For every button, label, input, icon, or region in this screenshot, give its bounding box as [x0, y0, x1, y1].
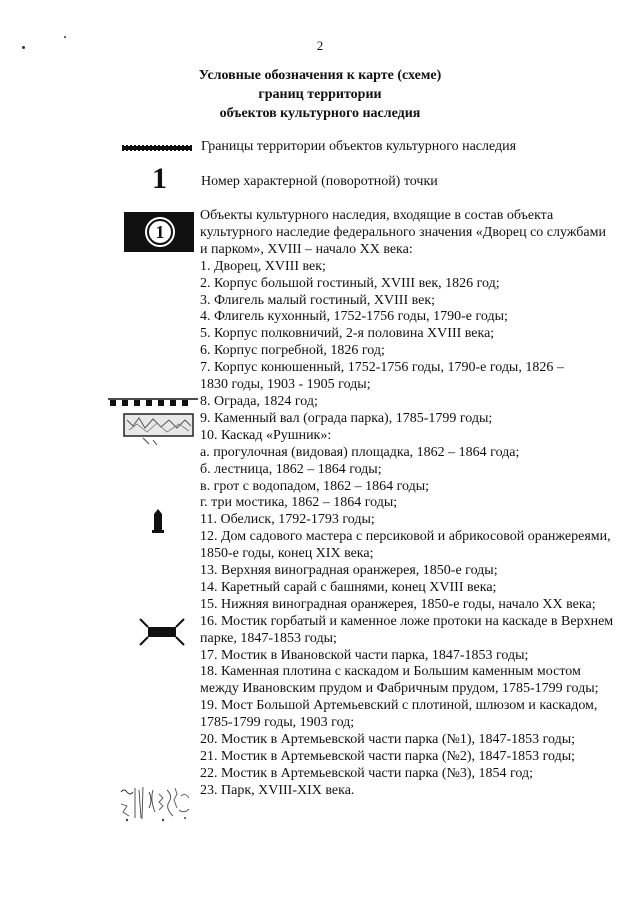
title-line: Условные обозначения к карте (схеме) — [198, 68, 442, 83]
bridge-icon — [138, 616, 186, 648]
fence-icon — [108, 397, 200, 409]
list-item: 23. Парк, XVIII-XIX века. — [200, 782, 355, 798]
list-item: 6. Корпус погребной, 1826 год; — [200, 343, 385, 359]
title-line: объектов культурного наследия — [219, 106, 421, 121]
list-item: 20. Мостик в Артемьевской части парка (№1), 1847-1853 годы; — [200, 732, 576, 748]
list-item: 3. Флигель малый гостиный, XVIII век; — [200, 292, 436, 308]
list-item: 1830 годы, 1903 - 1905 годы; — [200, 377, 371, 393]
objects-intro-line: и парком», XVIII – начало XX века: — [200, 241, 413, 257]
list-item: 19. Мост Большой Артемьевский с плотиной, шлюзом и каскадом, — [200, 698, 598, 714]
list-item: 2. Корпус большой гостиный, XVIII век, 1826 год; — [200, 275, 500, 291]
list-item: 1. Дворец, XVIII век; — [200, 258, 326, 274]
object-badge-number: 1 — [147, 219, 173, 245]
park-icon — [115, 784, 193, 826]
boundary-line-icon — [122, 143, 194, 153]
list-item: 1785-1799 годы, 1903 год; — [200, 715, 355, 731]
list-item: 5. Корпус полковничий, 2-я половина XVIII века; — [200, 326, 495, 342]
list-item: 18. Каменная плотина с каскадом и Большим каменным мостом — [200, 664, 581, 680]
list-item: парке, 1847-1853 годы; — [200, 630, 337, 646]
objects-intro-line: Объекты культурного наследия, входящие в состав объекта — [200, 208, 554, 223]
list-item: 13. Верхняя виноградная оранжерея, 1850-е годы; — [200, 563, 498, 579]
list-item: 16. Мостик горбатый и каменное ложе протоки на каскаде в Верхнем — [200, 613, 614, 629]
list-item: 12. Дом садового мастера с персиковой и абрикосовой оранжереями, — [200, 529, 611, 545]
title-line: границ территории — [258, 87, 382, 102]
list-item: 7. Корпус конюшенный, 1752-1756 годы, 1790-е годы, 1826 – — [200, 360, 564, 376]
list-item: а. прогулочная (видовая) площадка, 1862 – 1864 года; — [200, 444, 520, 460]
boundary-label: Границы территории объектов культурного наследия — [201, 139, 517, 154]
list-item: 4. Флигель кухонный, 1752-1756 годы, 1790-е годы; — [200, 309, 508, 325]
obelisk-icon — [150, 508, 166, 534]
point-label: Номер характерной (поворотной) точки — [201, 174, 438, 189]
list-item: в. грот с водопадом, 1862 – 1864 годы; — [200, 478, 430, 494]
page-number: 2 — [316, 38, 324, 53]
object-badge-icon — [124, 212, 194, 252]
list-item: 14. Каретный сарай с башнями, конец XVIII века; — [200, 579, 497, 595]
list-item: 10. Каскад «Рушник»: — [200, 427, 332, 443]
list-item: 15. Нижняя виноградная оранжерея, 1850-е годы, начало XX века; — [200, 596, 596, 612]
list-item: 9. Каменный вал (ограда парка), 1785-1799 годы; — [200, 410, 493, 426]
stone-wall-icon — [123, 412, 195, 446]
page-title — [0, 66, 640, 123]
list-item: 11. Обелиск, 1792-1793 годы; — [200, 512, 375, 528]
list-item: 22. Мостик в Артемьевской части парка (№3), 1854 год; — [200, 765, 533, 781]
list-item: 21. Мостик в Артемьевской части парка (№2), 1847-1853 годы; — [200, 749, 576, 764]
objects-intro-line: культурного наследие федерального значения «Дворец со службами — [200, 224, 606, 240]
point-number-symbol: 1 — [152, 162, 167, 195]
list-item: между Ивановским прудом и Фабричным прудом, 1785-1799 годы; — [200, 681, 599, 697]
list-item: б. лестница, 1862 – 1864 годы; — [200, 461, 382, 477]
list-item: 8. Ограда, 1824 год; — [200, 393, 318, 409]
list-item: 17. Мостик в Ивановской части парка, 1847-1853 годы; — [200, 647, 529, 663]
list-item: 1850-е годы, конец XIX века; — [200, 546, 374, 562]
list-item: г. три мостика, 1862 – 1864 годы; — [200, 495, 398, 511]
cultural-objects-list — [200, 208, 640, 800]
